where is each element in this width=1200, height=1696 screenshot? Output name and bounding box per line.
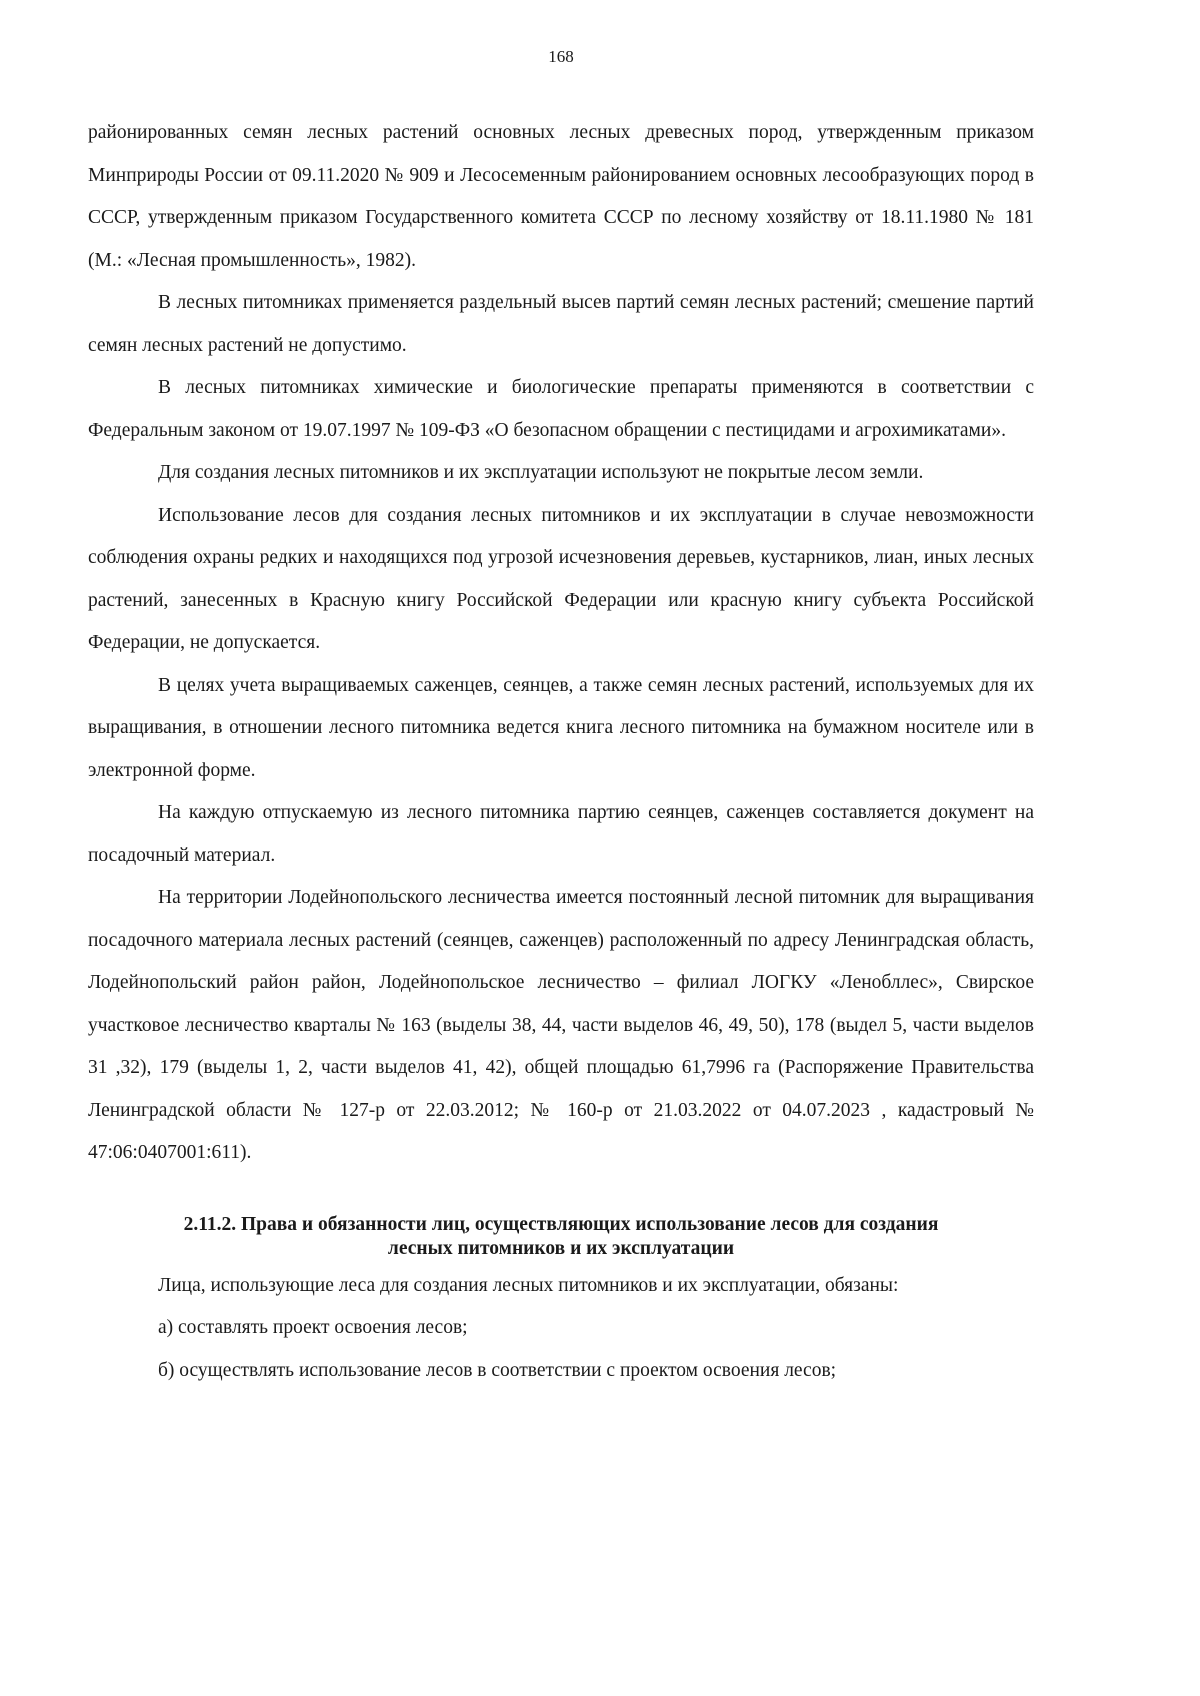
paragraph-red-book: Использование лесов для создания лесных питомников и их эксплуатации в случае невозможности соблюдения охраны редких и находящихся под угрозой исчезновения деревьев, кустарников, лиан, иных лесных растений, занесенных в Красную книгу Российской Федерации или красную книгу субъекта Российской Федерации, не допускается. bbox=[88, 504, 1034, 653]
section-heading-line-1: 2.11.2. Права и обязанности лиц, осуществляющих использование лесов для создания bbox=[183, 1213, 939, 1235]
section-intro: Лица, использующие леса для создания лесных питомников и их эксплуатации, обязаны: bbox=[158, 1274, 899, 1296]
paragraph-chemicals: В лесных питомниках химические и биологические препараты применяются в соответствии с Федеральным законом от 19.07.1997 № 109-ФЗ «О безопасном обращении с пестицидами и агрохимикатами». bbox=[88, 377, 1034, 441]
paragraph-planting-document: На каждую отпускаемую из лесного питомника партию сеянцев, саженцев составляется документ на посадочный материал. bbox=[88, 802, 1034, 866]
paragraph-nursery-location: На территории Лодейнопольского лесничества имеется постоянный лесной питомник для выращивания посадочного материала лесных растений (сеянцев, саженцев) расположенный по адресу Ленинградская область, Лодейнопольский район район, Лодейнопольское лесничество – филиал ЛОГКУ «Ленобллес», Свирское участковое лесничество кварталы № 163 (выделы 38, 44, части выделов 46, 49, 50), 178 (выдел 5, части выделов 31 ,32), 179 (выделы 1, 2, части выделов 41, 42), общей площадью 61,7996 га (Распоряжение Правительства Ленинградской области № 127-р от 22.03.2012; № 160-р от 21.03.2022 от 04.07.2023 , кадастровый № 47:06:0407001:611). bbox=[88, 887, 1034, 1163]
paragraph-continuation: районированных семян лесных растений основных лесных древесных пород, утвержденным приказом Минприроды России от 09.11.2020 № 909 и Лесосеменным районированием основных лесообразующих пород в СССР, утвержденным приказом Государственного комитета СССР по лесному хозяйству от 18.11.1980 № 181 (М.: «Лесная промышленность», 1982). bbox=[88, 122, 1034, 271]
document-page bbox=[88, 40, 1034, 1392]
list-item: а) составлять проект освоения лесов; bbox=[158, 1317, 468, 1338]
page-number: 168 bbox=[548, 47, 574, 66]
list-item: б) осуществлять использование лесов в соответствии с проектом освоения лесов; bbox=[158, 1359, 837, 1381]
paragraph-land-use: Для создания лесных питомников и их эксплуатации используют не покрытые лесом земли. bbox=[158, 462, 924, 483]
paragraph-nursery-book: В целях учета выращиваемых саженцев, сеянцев, а также семян лесных растений, используемых для их выращивания, в отношении лесного питомника ведется книга лесного питомника на бумажном носителе или в электронной форме. bbox=[88, 674, 1034, 781]
section-heading bbox=[88, 1213, 1034, 1261]
paragraph-separate-sowing: В лесных питомниках применяется раздельный высев партий семян лесных растений; смешение партий семян лесных растений не допустимо. bbox=[88, 292, 1034, 356]
section-heading-line-2: лесных питомников и их эксплуатации bbox=[387, 1237, 735, 1259]
